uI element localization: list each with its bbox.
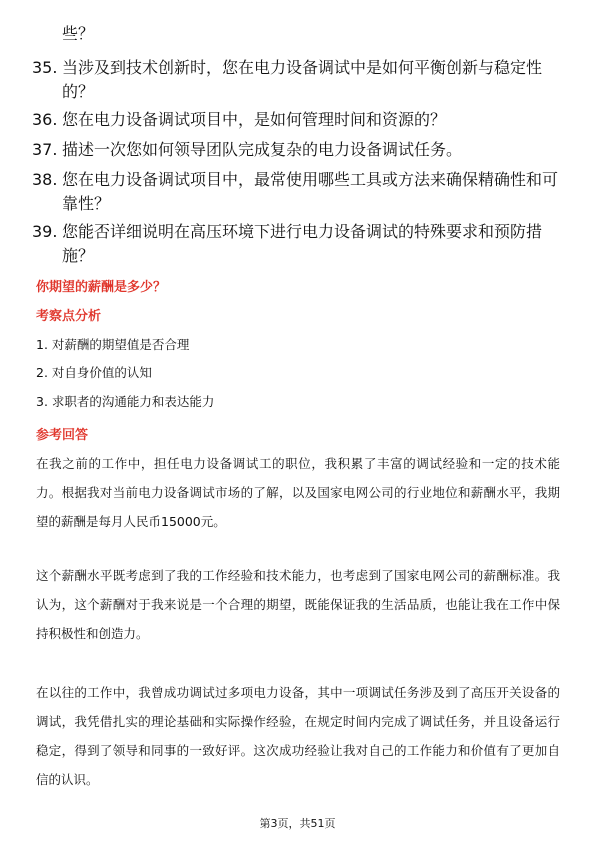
question-36 — [32, 108, 562, 132]
answer-paragraph: 在我之前的工作中，担任电力设备调试工的职位，我积累了丰富的调试经验和一定的技术能力。根据我对当前电力设备调试市场的了解，以及国家电网公司的行业地位和薪酬水平，我期望的薪酬是每月人民币15000元。 — [36, 456, 560, 529]
question-35 — [32, 56, 562, 104]
question-text: 当涉及到技术创新时，您在电力设备调试中是如何平衡创新与稳定性的？ — [62, 58, 543, 101]
analysis-item: 2. 对自身价值的认知 — [36, 365, 152, 380]
answer-title: 参考回答 — [36, 428, 89, 443]
section-heading: 你期望的薪酬是多少？ — [36, 280, 167, 295]
answer-paragraph: 在以往的工作中，我曾成功调试过多项电力设备，其中一项调试任务涉及到了高压开关设备的调试，我凭借扎实的理论基础和实际操作经验，在规定时间内完成了调试任务，并且设备运行稳定，得到了领导和同事的一致好评。这次成功经验让我对自己的工作能力和价值有了更加自信的认识。 — [36, 685, 560, 787]
question-text: 描述一次您如何领导团队完成复杂的电力设备调试任务。 — [62, 140, 463, 159]
question-number: 39. — [32, 222, 58, 241]
question-37 — [32, 138, 562, 162]
analysis-item: 1. 对薪酬的期望值是否合理 — [36, 337, 190, 352]
question-text: 您能否详细说明在高压环境下进行电力设备调试的特殊要求和预防措施？ — [62, 222, 543, 265]
question-fragment — [32, 22, 562, 46]
question-number: 38. — [32, 170, 58, 189]
question-39 — [32, 220, 562, 268]
question-text: 您在电力设备调试项目中，是如何管理时间和资源的？ — [62, 110, 447, 129]
question-number: 37. — [32, 140, 58, 159]
page-footer: 第3页，共51页 — [259, 817, 336, 830]
analysis-item: 3. 求职者的沟通能力和表达能力 — [36, 394, 215, 409]
question-text: 您在电力设备调试项目中，最常使用哪些工具或方法来确保精确性和可靠性？ — [62, 170, 559, 213]
question-38 — [32, 168, 562, 216]
question-text: 些？ — [62, 24, 95, 43]
answer-paragraph: 这个薪酬水平既考虑到了我的工作经验和技术能力，也考虑到了国家电网公司的薪酬标准。我认为，这个薪酬对于我来说是一个合理的期望，既能保证我的生活品质，也能让我在工作中保持积极性和创造力。 — [36, 568, 560, 641]
question-number: 35. — [32, 58, 58, 77]
analysis-title: 考察点分析 — [36, 309, 102, 324]
question-number: 36. — [32, 110, 58, 129]
